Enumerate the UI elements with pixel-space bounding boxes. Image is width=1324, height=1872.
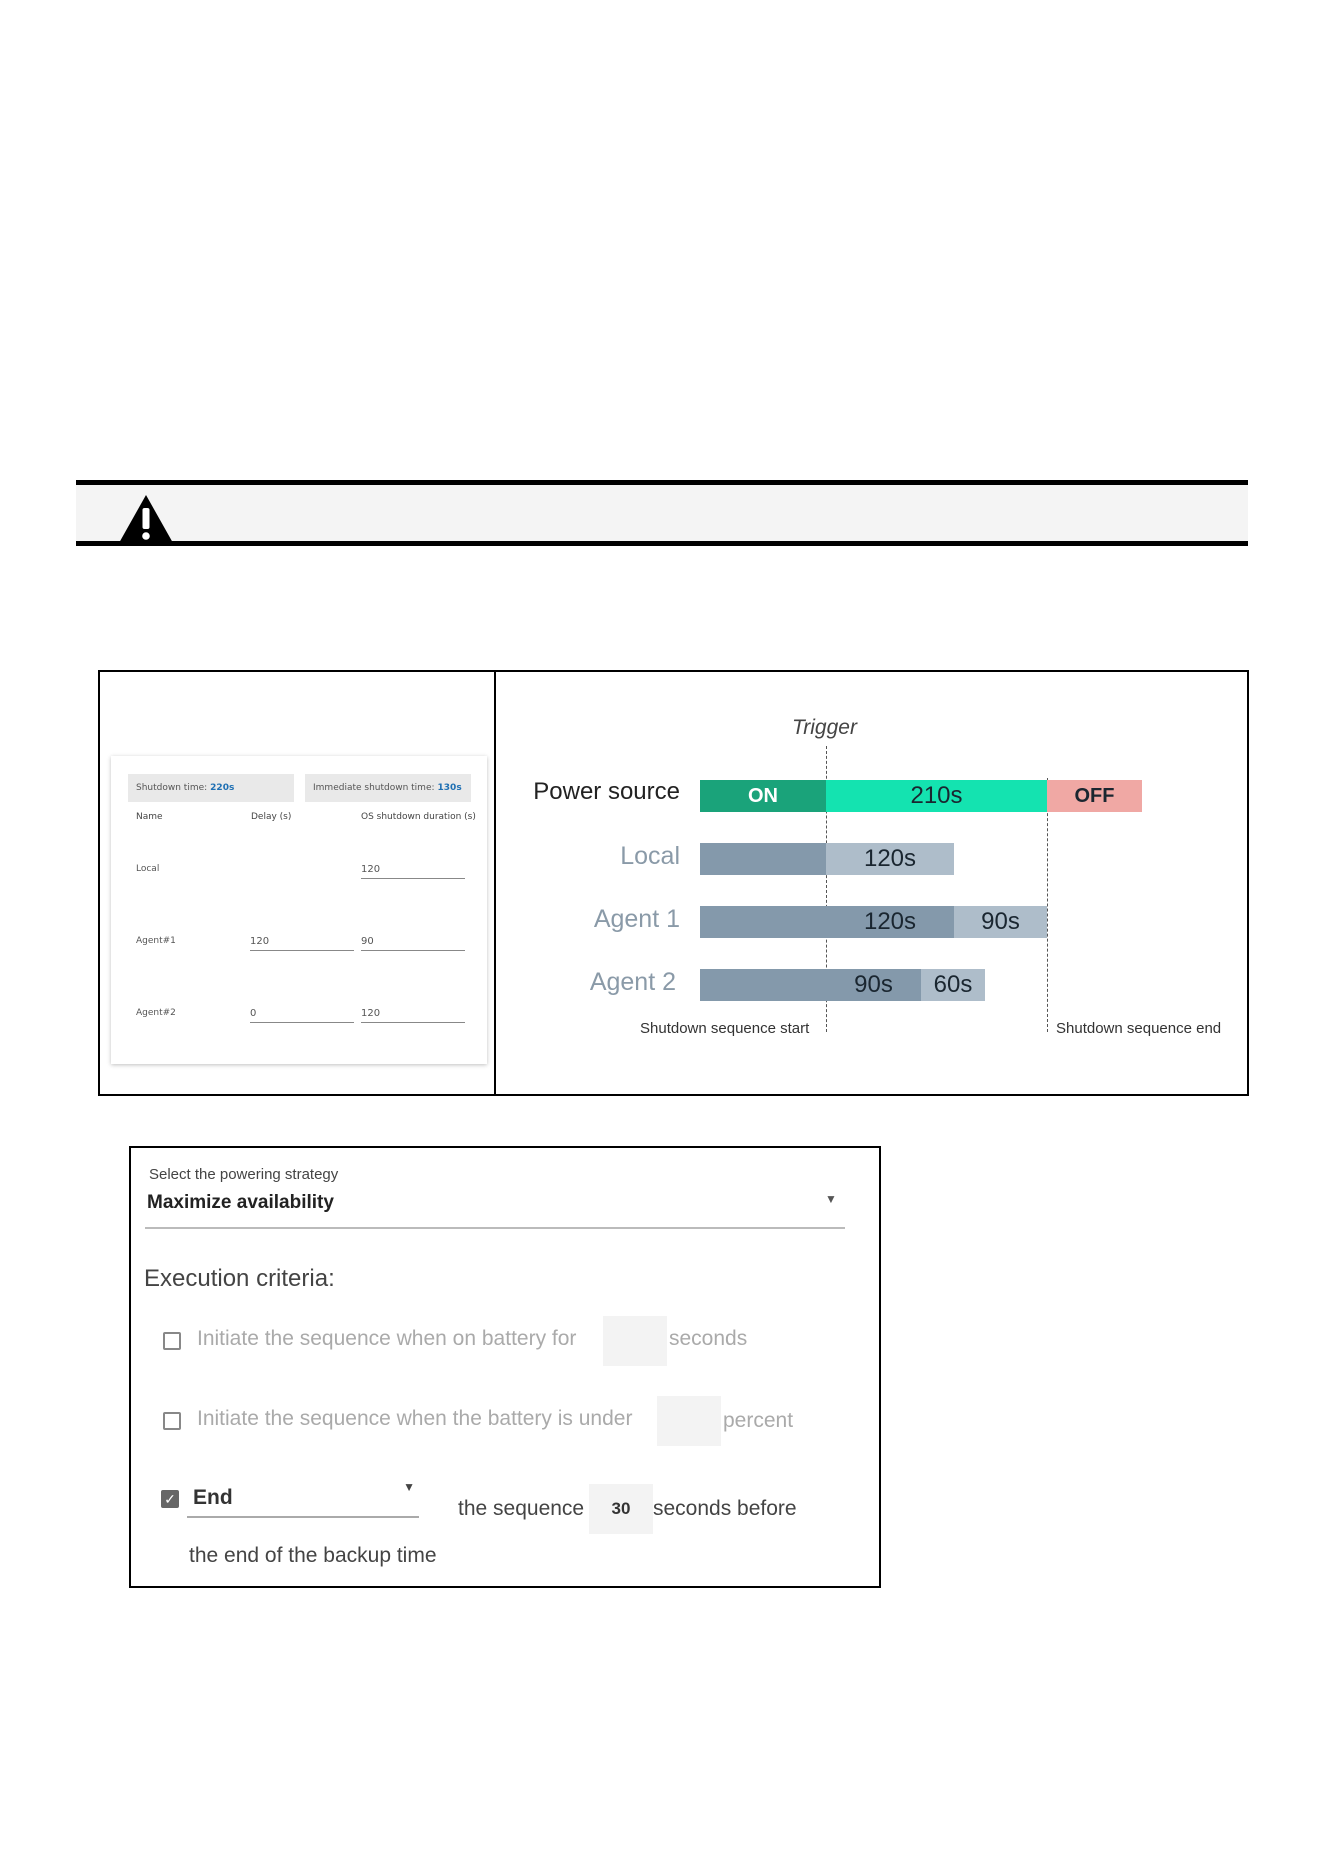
- row-name-agent2: Agent#2: [136, 1008, 176, 1018]
- shutdown-time-box: [128, 774, 294, 802]
- agent2-delay-bar: 90s: [826, 969, 921, 1001]
- battery-percent-checkbox[interactable]: [163, 1412, 181, 1430]
- delay-field-agent1[interactable]: 120: [250, 936, 354, 951]
- agent1-os-bar: 90s: [954, 906, 1047, 938]
- strategy-underline: [145, 1227, 845, 1229]
- column-header-name: Name: [136, 812, 163, 822]
- row-label-power-source: Power source: [533, 778, 680, 805]
- warning-icon: [116, 491, 176, 547]
- column-header-delay: Delay (s): [251, 812, 292, 822]
- column-header-os-duration: OS shutdown duration (s): [361, 812, 476, 822]
- shutdown-time-label: Shutdown time:: [136, 783, 208, 793]
- start-end-select[interactable]: [187, 1478, 419, 1518]
- strategy-caption: Select the powering strategy: [149, 1166, 339, 1183]
- battery-percent-input[interactable]: [657, 1396, 721, 1446]
- strategy-select[interactable]: Maximize availability: [147, 1192, 334, 1213]
- powering-strategy-panel: [129, 1146, 881, 1588]
- criterion2-text: Initiate the sequence when the battery is under: [197, 1407, 633, 1430]
- seconds-before-input[interactable]: 30: [589, 1484, 653, 1534]
- row-label-agent2: Agent 2: [589, 968, 676, 996]
- criterion2-unit: percent: [723, 1409, 794, 1432]
- delay-field-agent2[interactable]: 0: [250, 1008, 354, 1023]
- sequence-end-label: Shutdown sequence end: [1056, 1020, 1222, 1037]
- power-on-bar: ON: [700, 780, 826, 812]
- chevron-down-icon: ▼: [403, 1480, 415, 1494]
- criterion1-text: Initiate the sequence when on battery for: [197, 1327, 577, 1350]
- warning-band: [76, 480, 1248, 546]
- agent1-pre-bar: [700, 906, 826, 938]
- figure-left-cell: [100, 672, 496, 1094]
- chevron-down-icon[interactable]: ▼: [825, 1192, 837, 1206]
- os-duration-field-agent2[interactable]: 120: [361, 1008, 465, 1023]
- local-pre-bar: [700, 843, 826, 875]
- battery-seconds-input[interactable]: [603, 1316, 667, 1366]
- agent2-os-bar: 60s: [921, 969, 985, 1001]
- figure-table: [98, 670, 1249, 1096]
- trigger-label: Trigger: [792, 716, 857, 739]
- criterion3-unit: seconds before: [653, 1497, 797, 1520]
- local-os-bar: 120s: [826, 843, 954, 875]
- row-label-agent1: Agent 1: [593, 905, 680, 933]
- os-duration-field-agent1[interactable]: 90: [361, 936, 465, 951]
- sequence-start-label: Shutdown sequence start: [640, 1020, 810, 1037]
- immediate-shutdown-box: [305, 774, 471, 802]
- power-off-bar: OFF: [1047, 780, 1142, 812]
- criterion3-text: the sequence: [458, 1497, 585, 1520]
- agent1-delay-bar: 120s: [826, 906, 954, 938]
- immediate-shutdown-label: Immediate shutdown time:: [313, 783, 435, 793]
- criterion3-continuation: the end of the backup time: [189, 1544, 437, 1567]
- row-name-local: Local: [136, 864, 160, 874]
- power-210s-bar: 210s: [826, 780, 1047, 812]
- end-sequence-checkbox[interactable]: ✓: [161, 1490, 179, 1508]
- row-name-agent1: Agent#1: [136, 936, 176, 946]
- end-select-value: End: [193, 1486, 233, 1509]
- execution-criteria-title: Execution criteria:: [144, 1265, 335, 1292]
- immediate-shutdown-value: 130s: [437, 783, 462, 793]
- os-duration-field-local[interactable]: 120: [361, 864, 465, 879]
- criterion1-unit: seconds: [669, 1327, 748, 1350]
- timeline-diagram: [496, 672, 1247, 1094]
- shutdown-settings-card: [111, 756, 487, 1064]
- shutdown-time-value: 220s: [210, 783, 235, 793]
- agent2-pre-bar: [700, 969, 826, 1001]
- row-label-local: Local: [620, 842, 680, 870]
- battery-time-checkbox[interactable]: [163, 1332, 181, 1350]
- sequence-end-line: [1047, 778, 1048, 1032]
